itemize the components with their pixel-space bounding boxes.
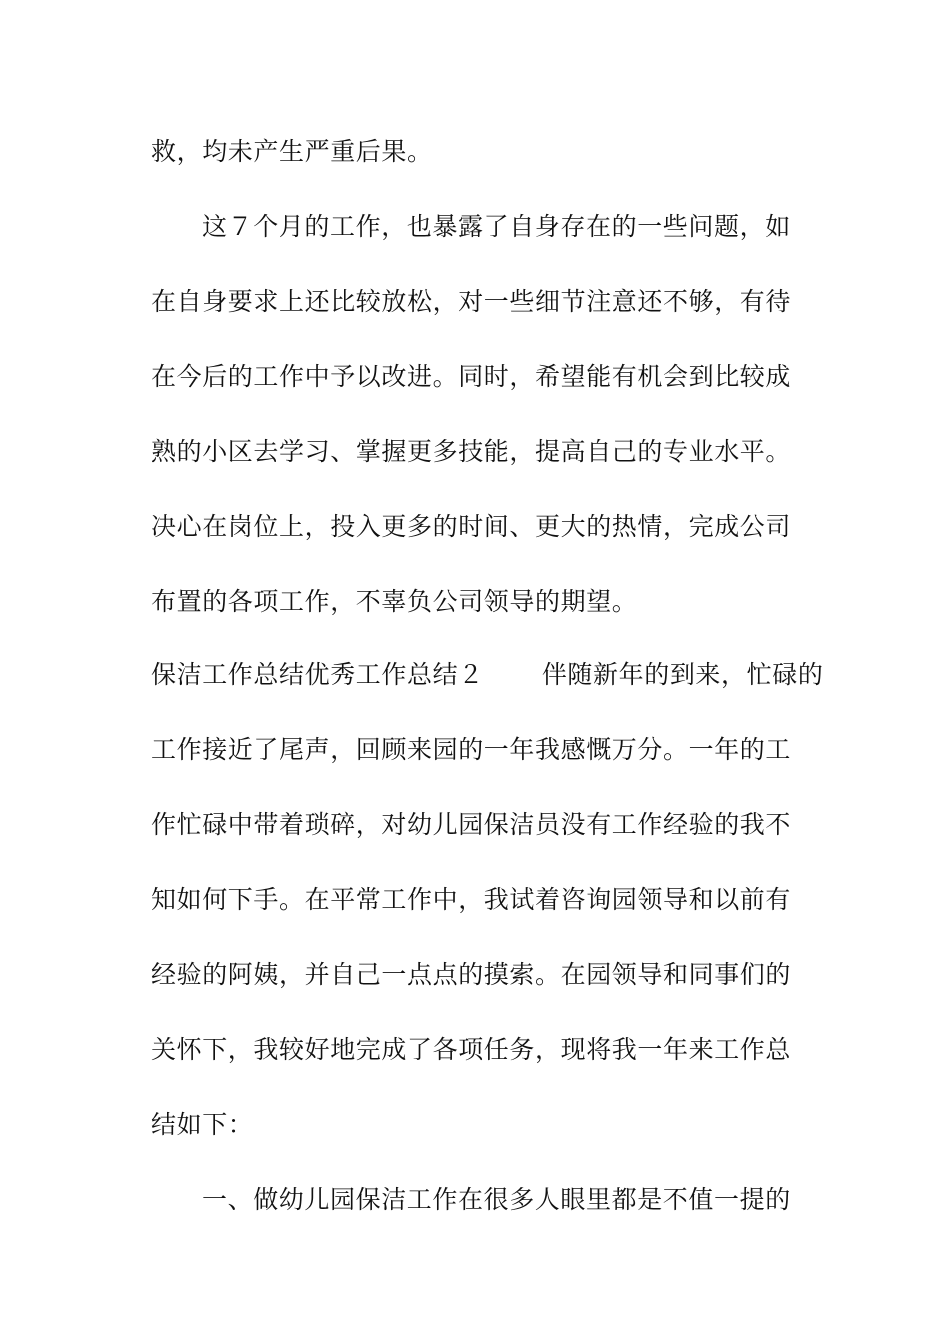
body-text-line: 知如何下手。在平常工作中，我试着咨询园领导和以前有 [151, 885, 792, 914]
body-text-line: 关怀下，我较好地完成了各项任务，现将我一年来工作总 [151, 1035, 792, 1064]
body-text-line: 经验的阿姨，并自己一点点的摸索。在园领导和同事们的 [151, 960, 792, 989]
body-text-line: 熟的小区去学习、掌握更多技能，提高自己的专业水平。 [151, 437, 792, 466]
body-text-line: 决心在岗位上，投入更多的时间、更大的热情，完成公司 [151, 512, 792, 541]
section-first-text: 伴随新年的到来，忙碌的 [541, 660, 824, 689]
body-text-line: 在今后的工作中予以改进。同时，希望能有机会到比较成 [151, 362, 792, 391]
body-text-line: 救，均未产生严重后果。 [151, 137, 433, 166]
section-title: 保洁工作总结优秀工作总结２ [151, 660, 484, 689]
body-text-line: 作忙碌中带着琐碎，对幼儿园保洁员没有工作经验的我不 [151, 810, 792, 839]
body-text-line: 工作接近了尾声，回顾来园的一年我感慨万分。一年的工 [151, 735, 792, 764]
section-title-line [151, 659, 823, 691]
body-text-line: 在自身要求上还比较放松，对一些细节注意还不够，有待 [151, 287, 792, 316]
body-text-line: 布置的各项工作，不辜负公司领导的期望。 [151, 587, 638, 616]
body-text-line: 结如下： [151, 1110, 254, 1139]
paragraph-start-line: 这７个月的工作，也暴露了自身存在的一些问题，如 [202, 212, 791, 241]
paragraph-start-line: 一、做幼儿园保洁工作在很多人眼里都是不值一提的 [202, 1185, 791, 1214]
